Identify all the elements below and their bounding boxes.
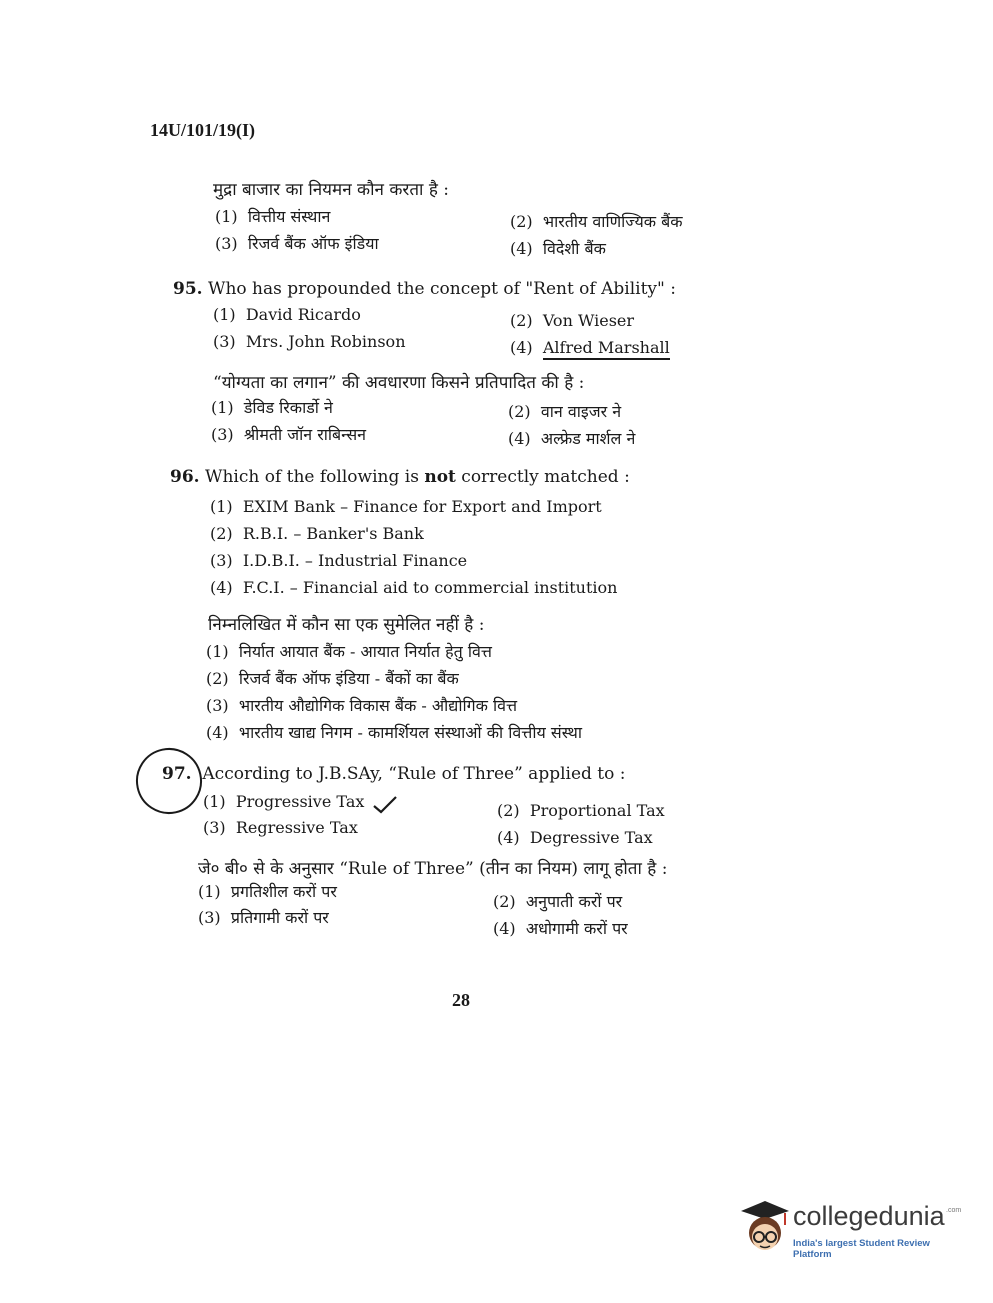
q95-hi-option-1: (1) डेविड रिकार्डो ने (211, 398, 333, 417)
watermark-domain: .com (946, 1207, 962, 1214)
q97-hi-option-4: (4) अधोगामी करों पर (493, 919, 628, 938)
q96-hi-option-3: (3) भारतीय औद्योगिक विकास बैंक - औद्योगिक वित्त (206, 696, 518, 715)
q96-hi-option-2: (2) रिजर्व बैंक ऑफ इंडिया - बैंकों का बैंक (206, 669, 459, 688)
collegedunia-watermark (735, 1195, 965, 1265)
q95-option-4: (4) Alfred Marshall (510, 338, 670, 357)
q96-option-4: (4) F.C.I. – Financial aid to commercial institution (210, 578, 618, 597)
checkmark-icon (372, 795, 398, 815)
paper-code: 14U/101/19(I) (150, 120, 255, 140)
q96-question: 96. Which of the following is not correctly matched : (170, 467, 630, 487)
q95-hi-question: “योग्यता का लगान” की अवधारणा किसने प्रतिपादित की है : (213, 373, 585, 393)
q95-hi-option-2: (2) वान वाइजर ने (508, 402, 622, 421)
q95-option-1: (1) David Ricardo (213, 305, 361, 324)
q97-hi-option-1: (1) प्रगतिशील करों पर (198, 882, 337, 901)
q95-option-3: (3) Mrs. John Robinson (213, 332, 406, 351)
q97-option-3: (3) Regressive Tax (203, 818, 358, 837)
q94-hi-question: मुद्रा बाजार का नियमन कौन करता है : (213, 180, 450, 200)
q94-hi-option-4: (4) विदेशी बैंक (510, 239, 606, 258)
q96-hi-question: निम्नलिखित में कौन सा एक सुमेलित नहीं है : (208, 615, 485, 635)
q96-option-1: (1) EXIM Bank – Finance for Export and Import (210, 497, 602, 516)
q97-option-1: (1) Progressive Tax (203, 792, 365, 811)
watermark-brand: collegedunia (793, 1201, 945, 1231)
q97-question: 97. According to J.B.SAy, “Rule of Three” applied to : (162, 764, 626, 784)
q96-option-3: (3) I.D.B.I. – Industrial Finance (210, 551, 468, 570)
q95-marked-answer: Alfred Marshall (543, 338, 670, 360)
q97-option-2: (2) Proportional Tax (497, 801, 665, 820)
q95-option-2: (2) Von Wieser (510, 311, 635, 330)
q94-hi-option-3: (3) रिजर्व बैंक ऑफ इंडिया (215, 234, 379, 253)
q96-hi-option-1: (1) निर्यात आयात बैंक - आयात निर्यात हेतु वित्त (206, 642, 492, 661)
page-number: 28 (452, 990, 470, 1010)
q97-hi-option-2: (2) अनुपाती करों पर (493, 892, 623, 911)
student-mascot-icon (735, 1197, 791, 1259)
watermark-tagline: India's largest Student Review Platform (793, 1238, 930, 1260)
q96-hi-option-4: (4) भारतीय खाद्य निगम - कामर्शियल संस्थाओं की वित्तीय संस्था (206, 723, 582, 742)
q95-hi-option-4: (4) अल्फ्रेड मार्शल ने (508, 429, 636, 448)
q96-option-2: (2) R.B.I. – Banker's Bank (210, 524, 424, 543)
q97-option-4: (4) Degressive Tax (497, 828, 653, 847)
q95-hi-option-3: (3) श्रीमती जॉन राबिन्सन (211, 425, 367, 444)
q97-hi-option-3: (3) प्रतिगामी करों पर (198, 908, 329, 927)
q94-hi-option-1: (1) वित्तीय संस्थान (215, 207, 331, 226)
q94-hi-option-2: (2) भारतीय वाणिज्यिक बैंक (510, 212, 683, 231)
q97-hi-question: जे० बी० से के अनुसार “Rule of Three” (तीन का नियम) लागू होता है : (198, 859, 668, 879)
q95-question: 95. Who has propounded the concept of "Rent of Ability" : (173, 279, 676, 299)
